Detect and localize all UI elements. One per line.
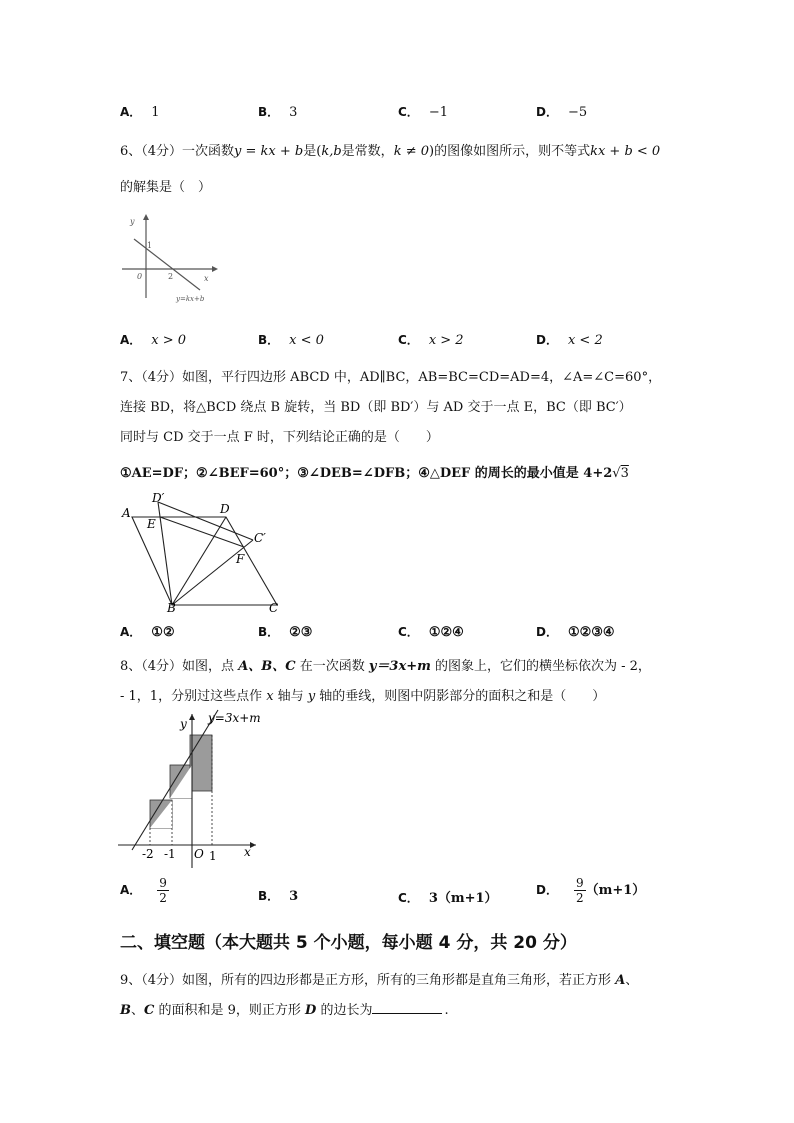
q7-option-b[interactable]: B． ②③	[258, 625, 313, 640]
q7-label-b: B	[167, 601, 176, 615]
section-2-title: 二、填空题（本大题共 5 个小题，每小题 4 分，共 20 分）	[120, 933, 577, 953]
q8-option-a[interactable]: A． $\frac{9}{2}$	[120, 876, 167, 905]
q6-function-line	[134, 239, 200, 290]
q8-options	[120, 876, 720, 918]
q6-x-label: x	[204, 274, 209, 283]
q7-label-c1: C′	[254, 531, 266, 545]
q8-option-c[interactable]: C． 3（m+1）	[398, 891, 498, 906]
q7-option-c[interactable]: C． ①②④	[398, 625, 464, 640]
q9-stem-line2: B、C 的面积和是 9，则正方形 D 的边长为 .	[120, 999, 449, 1018]
q8-stem-line2: - 1，1，分别过这些点作 x 轴与 y 轴的垂线，则图中阴影部分的面积之和是（ ）	[120, 689, 606, 704]
q6-label-2: 2	[168, 272, 174, 281]
q8-option-d-fraction: $\frac{9}{2}$	[575, 876, 584, 905]
q6-option-c[interactable]: C． x > 2	[398, 333, 464, 348]
sqrt-argument: 3	[620, 466, 629, 481]
q8-graph	[118, 708, 263, 868]
q7-segment-bc1	[172, 540, 253, 605]
q8-x-arrow	[250, 842, 256, 848]
q6-stem-line2: 的解集是（ ）	[120, 180, 212, 195]
q8-y-arrow	[189, 714, 195, 720]
q8-label-minus2: -2	[142, 847, 154, 861]
q7-option-a[interactable]: A． ①②	[120, 625, 175, 640]
q7-label-c: C	[269, 601, 279, 615]
q6-y-label: y	[130, 217, 135, 226]
q6-stem-line1: 6、（4分）一次函数y = kx + b是(k,b是常数，k ≠ 0)的图像如图所示，则不等式kx + b < 0	[120, 144, 661, 159]
q8-option-a-fraction: $\frac{9}{2}$	[159, 876, 167, 905]
q6-option-b[interactable]: B． x < 0	[258, 333, 324, 348]
q7-label-f: F	[236, 552, 245, 566]
q6-option-d[interactable]: D． x < 2	[536, 333, 603, 348]
q7-label-d: D	[220, 502, 230, 516]
q7-parallelogram-figure	[120, 490, 290, 615]
q7-conclusions: ①AE=DF；②∠BEF=60°；③∠DEB=∠DFB；④△DEF 的周长的最小值是 4+2√3	[120, 466, 629, 481]
q9-answer-blank[interactable]	[372, 1000, 442, 1014]
q8-label-minus1: -1	[164, 847, 176, 861]
q6-x-arrow	[212, 266, 218, 272]
sqrt-symbol: √	[612, 466, 621, 481]
q7-label-a: A	[122, 506, 131, 520]
q7-stem-line3: 同时与 CD 交于一点 F 时，下列结论正确的是（ ）	[120, 430, 439, 445]
q7-diagonal-bd	[172, 517, 226, 605]
q7-stem-line1: 7、（4分）如图，平行四边形 ABCD 中，AD∥BC，AB=BC=CD=AD=4，∠A=∠C=60°，	[120, 370, 662, 385]
q8-x-label: x	[244, 845, 251, 859]
q6-y-arrow	[143, 214, 149, 220]
q7-label-e: E	[147, 517, 156, 531]
q6-label-1: 1	[147, 241, 153, 250]
q6-origin-label: 0	[137, 272, 143, 281]
q7-segment-ef	[160, 517, 244, 547]
q7-label-d1: D′	[152, 491, 165, 505]
q7-stem-line2: 连接 BD，将△BCD 绕点 B 旋转，当 BD（即 BD′）与 AD 交于一点 E，BC（即 BC′）	[120, 400, 632, 415]
q6-options	[120, 331, 720, 351]
q8-origin-label: O	[194, 847, 204, 861]
q6-option-a[interactable]: A． x > 0	[120, 333, 187, 348]
q7-option-d[interactable]: D． ①②③④	[536, 625, 615, 640]
q8-label-1: 1	[209, 849, 217, 863]
q6-graph	[118, 212, 218, 307]
q5-option-a[interactable]: A． 1	[120, 105, 160, 120]
q5-option-c[interactable]: C． −1	[398, 105, 448, 120]
q7-options	[120, 623, 720, 643]
q6-curve-label: y=kx+b	[176, 295, 205, 303]
q8-option-d[interactable]: D． $\frac{9}{2}$ （m+1）	[536, 876, 646, 905]
q5-option-d[interactable]: D． −5	[536, 105, 588, 120]
q8-y-label: y	[180, 717, 187, 731]
q5-option-b[interactable]: B． 3	[258, 105, 298, 120]
q5-options	[120, 103, 720, 123]
q8-fn-label: y=3x+m	[208, 711, 261, 725]
q8-stem-line1: 8、（4分）如图，点 A、B、C 在一次函数 y＝3x+m 的图象上，它们的横坐标依次为 - 2，	[120, 659, 651, 674]
q8-option-b[interactable]: B． 3	[258, 889, 299, 904]
q9-stem-line1: 9、（4分）如图，所有的四边形都是正方形，所有的三角形都是直角三角形，若正方形 A、	[120, 973, 639, 988]
